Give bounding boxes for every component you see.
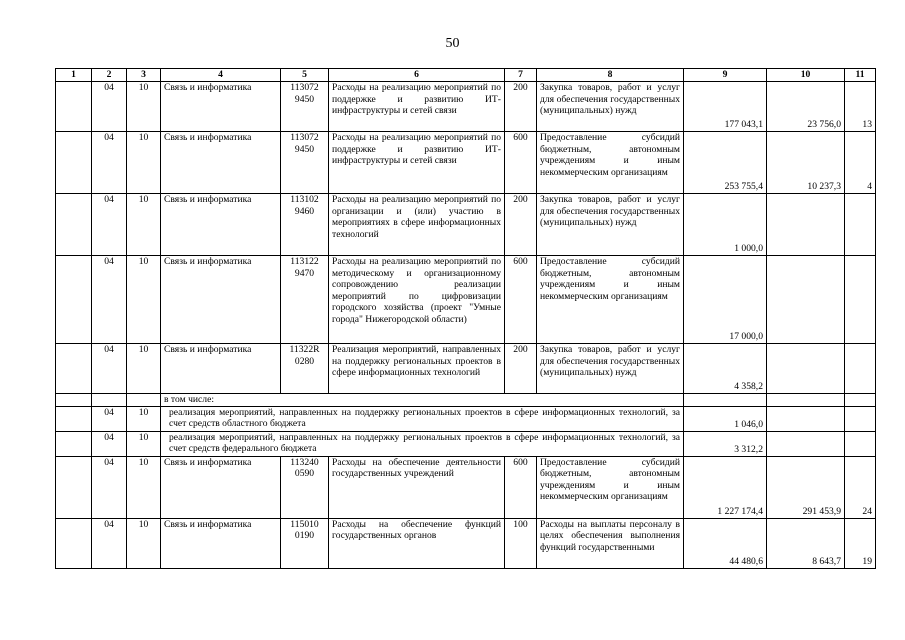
cell-type-name: Предоставление субсидий бюджетным, автономным учреждениям и иным некоммерческим организациям <box>537 132 684 194</box>
table-row <box>56 456 876 518</box>
cell-name: Связь и информатика <box>161 518 281 568</box>
cell-col1 <box>56 344 92 394</box>
cell-code: 113072 9450 <box>281 132 329 194</box>
cell-type-name: Предоставление субсидий бюджетным, автономным учреждениям и иным некоммерческим организациям <box>537 456 684 518</box>
cell-col11: 24 <box>845 456 876 518</box>
cell-amount-2 <box>767 256 845 344</box>
cell-type-name: Расходы на выплаты персоналу в целях обеспечения выполнения функций государственными <box>537 518 684 568</box>
cell-name: Связь и информатика <box>161 456 281 518</box>
cell-col11: 4 <box>845 132 876 194</box>
cell-description: Расходы на реализацию мероприятий по поддержке и развитию ИТ-инфраструктуры и сетей связи <box>329 82 505 132</box>
cell-col11 <box>845 344 876 394</box>
in-total-row <box>56 394 876 407</box>
in-total-label: в том числе: <box>161 394 684 407</box>
table-row <box>56 256 876 344</box>
table-row <box>56 518 876 568</box>
cell-amount: 3 312,2 <box>684 431 767 456</box>
table-row <box>56 194 876 256</box>
header-cell: 10 <box>767 69 845 82</box>
cell-name: Связь и информатика <box>161 132 281 194</box>
cell-name: Связь и информатика <box>161 194 281 256</box>
cell-subsection: 10 <box>127 406 161 431</box>
cell-section: 04 <box>92 132 127 194</box>
header-cell: 8 <box>537 69 684 82</box>
cell-amount-2: 8 643,7 <box>767 518 845 568</box>
cell-amount-2 <box>767 194 845 256</box>
table-row <box>56 132 876 194</box>
cell-section: 04 <box>92 194 127 256</box>
sub-row-text: реализация мероприятий, направленных на поддержку региональных проектов в сфере информационных технологий, за счет средств областного бюджета <box>161 406 684 431</box>
header-cell: 4 <box>161 69 281 82</box>
cell-type-name: Закупка товаров, работ и услуг для обеспечения государственных (муниципальных) нужд <box>537 194 684 256</box>
cell-amount: 17 000,0 <box>684 256 767 344</box>
cell-name: Связь и информатика <box>161 256 281 344</box>
sub-row <box>56 406 876 431</box>
header-cell: 9 <box>684 69 767 82</box>
cell-section: 04 <box>92 406 127 431</box>
cell-col1 <box>56 132 92 194</box>
cell-description: Реализация мероприятий, направленных на поддержку региональных проектов в сфере информационных технологий <box>329 344 505 394</box>
cell-amount-2: 10 237,3 <box>767 132 845 194</box>
cell-col11: 19 <box>845 518 876 568</box>
cell-description: Расходы на реализацию мероприятий по организации и (или) участию в мероприятиях в сфере информационных технологий <box>329 194 505 256</box>
header-cell: 5 <box>281 69 329 82</box>
cell-code: 113102 9460 <box>281 194 329 256</box>
cell-amount: 4 358,2 <box>684 344 767 394</box>
cell-amount: 177 043,1 <box>684 82 767 132</box>
cell-type-code: 100 <box>505 518 537 568</box>
cell-amount: 1 046,0 <box>684 406 767 431</box>
cell-description: Расходы на реализацию мероприятий по поддержке и развитию ИТ-инфраструктуры и сетей связи <box>329 132 505 194</box>
table-row <box>56 344 876 394</box>
cell-amount: 44 480,6 <box>684 518 767 568</box>
cell-subsection: 10 <box>127 256 161 344</box>
table-row <box>56 82 876 132</box>
cell-col11 <box>845 194 876 256</box>
cell-amount-2: 291 453,9 <box>767 456 845 518</box>
cell-type-name: Закупка товаров, работ и услуг для обеспечения государственных (муниципальных) нужд <box>537 82 684 132</box>
cell-col1 <box>56 456 92 518</box>
cell-col1 <box>56 518 92 568</box>
header-cell: 1 <box>56 69 92 82</box>
cell-code: 115010 0190 <box>281 518 329 568</box>
cell-subsection: 10 <box>127 344 161 394</box>
header-cell: 6 <box>329 69 505 82</box>
cell-code: 113072 9450 <box>281 82 329 132</box>
budget-table <box>55 68 876 569</box>
cell-section: 04 <box>92 456 127 518</box>
page-number: 50 <box>445 36 460 51</box>
header-cell: 2 <box>92 69 127 82</box>
cell-name: Связь и информатика <box>161 82 281 132</box>
cell-subsection: 10 <box>127 518 161 568</box>
cell-description: Расходы на реализацию мероприятий по методическому и организационному сопровождению реализации мероприятий по цифровизации городского хозяйства (проект "Умные города" Нижегородской области) <box>329 256 505 344</box>
cell-description: Расходы на обеспечение функций государственных органов <box>329 518 505 568</box>
cell-col11 <box>845 256 876 344</box>
cell-description: Расходы на обеспечение деятельности государственных учреждений <box>329 456 505 518</box>
cell-name: Связь и информатика <box>161 344 281 394</box>
cell-col11: 13 <box>845 82 876 132</box>
header-cell: 7 <box>505 69 537 82</box>
sub-row <box>56 431 876 456</box>
cell-subsection: 10 <box>127 431 161 456</box>
cell-type-code: 200 <box>505 194 537 256</box>
cell-type-code: 600 <box>505 456 537 518</box>
header-row <box>56 69 876 82</box>
cell-section: 04 <box>92 82 127 132</box>
cell-section: 04 <box>92 344 127 394</box>
cell-type-name: Предоставление субсидий бюджетным, автономным учреждениям и иным некоммерческим организациям <box>537 256 684 344</box>
cell-code: 113122 9470 <box>281 256 329 344</box>
header-cell: 11 <box>845 69 876 82</box>
cell-code: 113240 0590 <box>281 456 329 518</box>
cell-type-code: 200 <box>505 344 537 394</box>
cell-type-code: 600 <box>505 132 537 194</box>
cell-code: 11322R 0280 <box>281 344 329 394</box>
cell-type-code: 600 <box>505 256 537 344</box>
cell-section: 04 <box>92 256 127 344</box>
cell-amount-2: 23 756,0 <box>767 82 845 132</box>
cell-subsection: 10 <box>127 82 161 132</box>
cell-type-name: Закупка товаров, работ и услуг для обеспечения государственных (муниципальных) нужд <box>537 344 684 394</box>
cell-type-code: 200 <box>505 82 537 132</box>
cell-col1 <box>56 82 92 132</box>
cell-subsection: 10 <box>127 456 161 518</box>
sub-row-text: реализация мероприятий, направленных на поддержку региональных проектов в сфере информационных технологий, за счет средств федерального бюджета <box>161 431 684 456</box>
cell-col1 <box>56 194 92 256</box>
cell-section: 04 <box>92 431 127 456</box>
cell-amount-2 <box>767 344 845 394</box>
cell-subsection: 10 <box>127 132 161 194</box>
header-cell: 3 <box>127 69 161 82</box>
cell-subsection: 10 <box>127 194 161 256</box>
cell-amount: 1 227 174,4 <box>684 456 767 518</box>
cell-amount: 1 000,0 <box>684 194 767 256</box>
cell-col1 <box>56 256 92 344</box>
cell-amount: 253 755,4 <box>684 132 767 194</box>
cell-section: 04 <box>92 518 127 568</box>
